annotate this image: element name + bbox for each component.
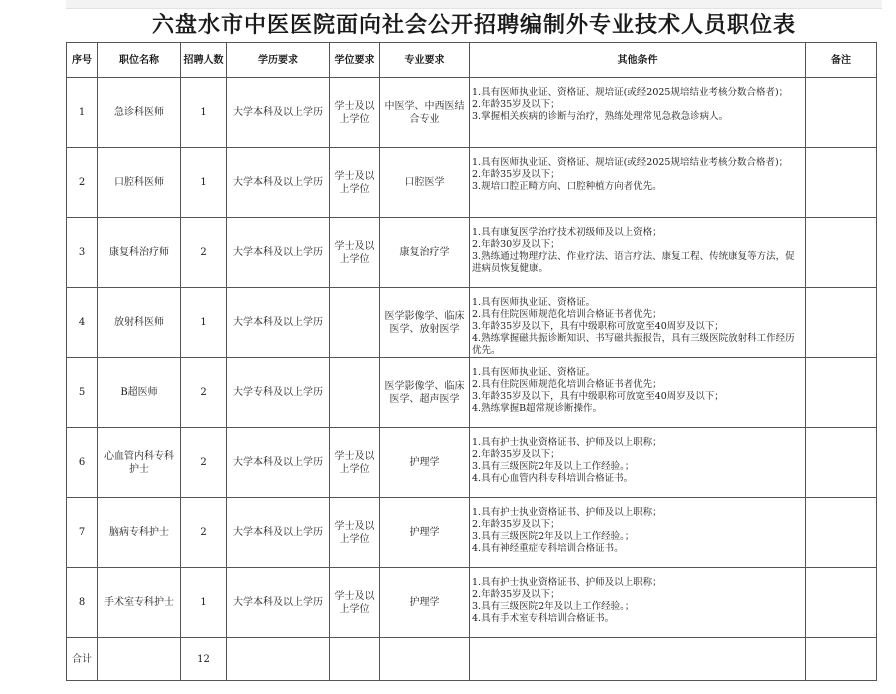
cell-no: 1 (67, 78, 98, 148)
condition-line: 3.具有三级医院2年及以上工作经验。； (472, 461, 635, 472)
cell-conditions (470, 78, 806, 148)
cell-conditions (470, 288, 806, 358)
cell-no: 6 (67, 428, 98, 498)
cell-conditions (470, 498, 806, 568)
cell-degree: 学士及以上学位 (330, 568, 380, 638)
document-sheet (66, 0, 882, 694)
condition-line: 3.规培口腔正畸方向、口腔种植方向者优先。 (472, 181, 662, 192)
table-row (67, 78, 877, 148)
cell-remark (806, 498, 877, 568)
table-row (67, 218, 877, 288)
total-empty-cell (227, 638, 330, 681)
condition-line: 1.具有医师执业证、资格证。 (472, 367, 596, 378)
total-empty-cell (806, 638, 877, 681)
condition-line: 4.熟练掌握磁共振诊断知识、书写磁共振报告，具有三级医院放射科工作经历优先。 (472, 333, 795, 356)
header-count: 招聘人数 (181, 43, 227, 78)
cell-remark (806, 568, 877, 638)
cell-position: 心血管内科专科护士 (98, 428, 181, 498)
table-row (67, 428, 877, 498)
cell-remark (806, 358, 877, 428)
header-education: 学历要求 (227, 43, 330, 78)
cell-position: 放射科医师 (98, 288, 181, 358)
condition-line: 1.具有康复医学治疗技术初级师及以上资格； (472, 227, 662, 238)
table-row (67, 358, 877, 428)
cell-major: 护理学 (380, 498, 470, 568)
condition-line: 4.具有心血管内科专科培训合格证书。 (472, 473, 634, 484)
cell-major: 护理学 (380, 568, 470, 638)
cell-position: 康复科治疗师 (98, 218, 181, 288)
positions-table (66, 42, 877, 681)
total-empty-cell (470, 638, 806, 681)
total-label: 合计 (67, 638, 98, 681)
condition-line: 2.年龄35岁及以下； (472, 169, 560, 180)
cell-position: B超医师 (98, 358, 181, 428)
cell-education: 大学本科及以上学历 (227, 498, 330, 568)
cell-count: 1 (181, 568, 227, 638)
cell-count: 2 (181, 428, 227, 498)
cell-no: 2 (67, 148, 98, 218)
total-count: 12 (181, 638, 227, 681)
cell-education: 大学本科及以上学历 (227, 218, 330, 288)
condition-line: 2.具有住院医师规范化培训合格证书者优先； (472, 379, 662, 390)
condition-line: 1.具有护士执业资格证书、护师及以上职称； (472, 437, 662, 448)
cell-education: 大学专科及以上学历 (227, 358, 330, 428)
cell-no: 5 (67, 358, 98, 428)
table-row (67, 568, 877, 638)
cell-major: 中医学、中西医结合专业 (380, 78, 470, 148)
total-empty-cell (330, 638, 380, 681)
cell-degree: 学士及以上学位 (330, 78, 380, 148)
cell-position: 急诊科医师 (98, 78, 181, 148)
condition-line: 3.具有三级医院2年及以上工作经验。； (472, 601, 635, 612)
cell-degree (330, 288, 380, 358)
total-empty-cell (98, 638, 181, 681)
condition-line: 1.具有护士执业资格证书、护师及以上职称； (472, 507, 662, 518)
page-title: 六盘水市中医医院面向社会公开招聘编制外专业技术人员职位表 (151, 12, 796, 38)
cell-position: 脑病专科护士 (98, 498, 181, 568)
cell-position: 口腔科医师 (98, 148, 181, 218)
cell-education: 大学本科及以上学历 (227, 568, 330, 638)
condition-line: 2.年龄35岁及以下； (472, 519, 560, 530)
condition-line: 4.具有神经重症专科培训合格证书。 (472, 543, 624, 554)
cell-major: 医学影像学、临床医学、放射医学 (380, 288, 470, 358)
table-row (67, 148, 877, 218)
cell-count: 1 (181, 78, 227, 148)
cell-conditions (470, 428, 806, 498)
condition-line: 2.年龄35岁及以下； (472, 449, 560, 460)
header-degree: 学位要求 (330, 43, 380, 78)
cell-degree: 学士及以上学位 (330, 428, 380, 498)
condition-line: 1.具有医师执业证、资格证、规培证(或经2025规培结业考核分数合格者)； (472, 157, 789, 168)
header-no: 序号 (67, 43, 98, 78)
condition-line: 1.具有医师执业证、资格证。 (472, 297, 596, 308)
cell-remark (806, 78, 877, 148)
cell-count: 1 (181, 288, 227, 358)
condition-line: 1.具有医师执业证、资格证、规培证(或经2025规培结业考核分数合格者)； (472, 87, 789, 98)
cell-remark (806, 218, 877, 288)
cell-education: 大学本科及以上学历 (227, 428, 330, 498)
cell-major: 医学影像学、临床医学、超声医学 (380, 358, 470, 428)
condition-line: 3.掌握相关疾病的诊断与治疗，熟练处理常见急救急诊病人。 (472, 111, 729, 122)
condition-line: 2.具有住院医师规范化培训合格证书者优先； (472, 309, 662, 320)
condition-line: 3.年龄35岁及以下，具有中级职称可放宽至40周岁及以下； (472, 321, 724, 332)
condition-line: 3.熟练通过物理疗法、作业疗法、语言疗法、康复工程、传统康复等方法，促进病员恢复健康。 (472, 251, 795, 274)
cell-degree: 学士及以上学位 (330, 148, 380, 218)
cell-count: 2 (181, 498, 227, 568)
cell-no: 7 (67, 498, 98, 568)
table-row (67, 498, 877, 568)
header-row (67, 43, 877, 78)
header-position: 职位名称 (98, 43, 181, 78)
cell-no: 4 (67, 288, 98, 358)
cell-conditions (470, 568, 806, 638)
cell-count: 1 (181, 148, 227, 218)
cell-remark (806, 288, 877, 358)
cell-no: 3 (67, 218, 98, 288)
cell-position: 手术室专科护士 (98, 568, 181, 638)
total-empty-cell (380, 638, 470, 681)
cell-degree: 学士及以上学位 (330, 218, 380, 288)
condition-line: 1.具有护士执业资格证书、护师及以上职称； (472, 577, 662, 588)
cell-education: 大学本科及以上学历 (227, 288, 330, 358)
cell-education: 大学本科及以上学历 (227, 78, 330, 148)
cell-degree: 学士及以上学位 (330, 498, 380, 568)
table-body (67, 78, 877, 638)
cell-conditions (470, 218, 806, 288)
total-row (67, 638, 877, 681)
table-row (67, 288, 877, 358)
cell-major: 护理学 (380, 428, 470, 498)
condition-line: 2.年龄30岁及以下； (472, 239, 560, 250)
cell-count: 2 (181, 218, 227, 288)
condition-line: 4.熟练掌握B超常规诊断操作。 (472, 403, 603, 414)
cell-degree (330, 358, 380, 428)
cell-remark (806, 428, 877, 498)
condition-line: 2.年龄35岁及以下； (472, 589, 560, 600)
cell-count: 2 (181, 358, 227, 428)
condition-line: 3.具有三级医院2年及以上工作经验。； (472, 531, 635, 542)
cell-conditions (470, 148, 806, 218)
top-bar (66, 0, 882, 9)
cell-no: 8 (67, 568, 98, 638)
cell-major: 康复治疗学 (380, 218, 470, 288)
cell-major: 口腔医学 (380, 148, 470, 218)
cell-education: 大学本科及以上学历 (227, 148, 330, 218)
header-conditions: 其他条件 (470, 43, 806, 78)
header-major: 专业要求 (380, 43, 470, 78)
cell-conditions (470, 358, 806, 428)
cell-remark (806, 148, 877, 218)
condition-line: 2.年龄35岁及以下； (472, 99, 560, 110)
header-remark: 备注 (806, 43, 877, 78)
condition-line: 4.具有手术室专科培训合格证书。 (472, 613, 615, 624)
condition-line: 3.年龄35岁及以下，具有中级职称可放宽至40周岁及以下； (472, 391, 724, 402)
